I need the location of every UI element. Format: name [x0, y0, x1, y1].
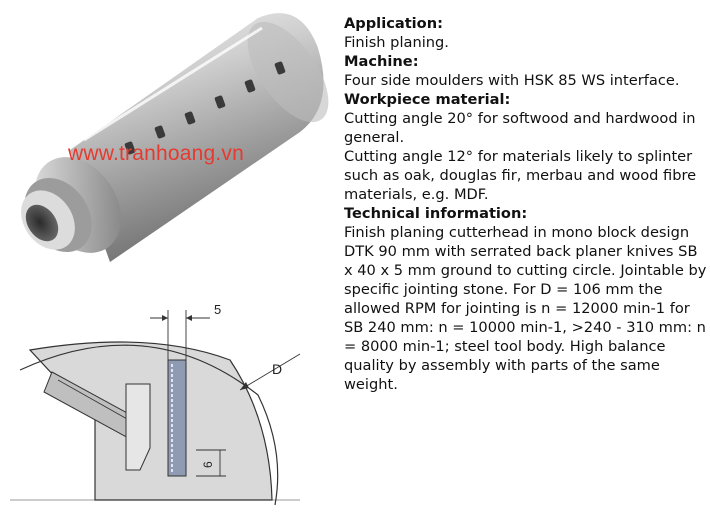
technical-text: Finish planing cutterhead in mono block design DTK 90 mm with serrated back planer knives SB x 40 x 5 mm ground to cutting circle. Jointable by specific jointing stone. For D = 106 mm the allowed RPM for jointing is n = 12000 min-1 for SB 240 mm: n = 10000 min-1, >240 - 310 mm: n = 8000 min-1; steel tool body. High balance quality by assembly with parts of the same weight. — [344, 224, 707, 393]
machine-text: Four side moulders with HSK 85 WS interface. — [344, 72, 680, 89]
cross-section-drawing — [0, 300, 330, 523]
application-text: Finish planing. — [344, 34, 449, 51]
dim-height-label: 6 — [201, 461, 215, 468]
dim-width-label: 5 — [214, 302, 222, 317]
technical-heading: Technical information: — [344, 205, 528, 222]
spec-text-block — [344, 14, 708, 394]
workpiece-heading: Workpiece material: — [344, 91, 511, 108]
machine-heading: Machine: — [344, 53, 419, 70]
workpiece-text-1: Cutting angle 20° for softwood and hardwood in general. — [344, 110, 696, 146]
application-heading: Application: — [344, 15, 443, 32]
watermark: www.tranhoang.vn — [68, 142, 244, 165]
dim-diameter-label: D — [272, 361, 283, 377]
workpiece-text-2: Cutting angle 12° for materials likely to splinter such as oak, douglas fir, merbau and wood fibre materials, e.g. MDF. — [344, 148, 697, 203]
